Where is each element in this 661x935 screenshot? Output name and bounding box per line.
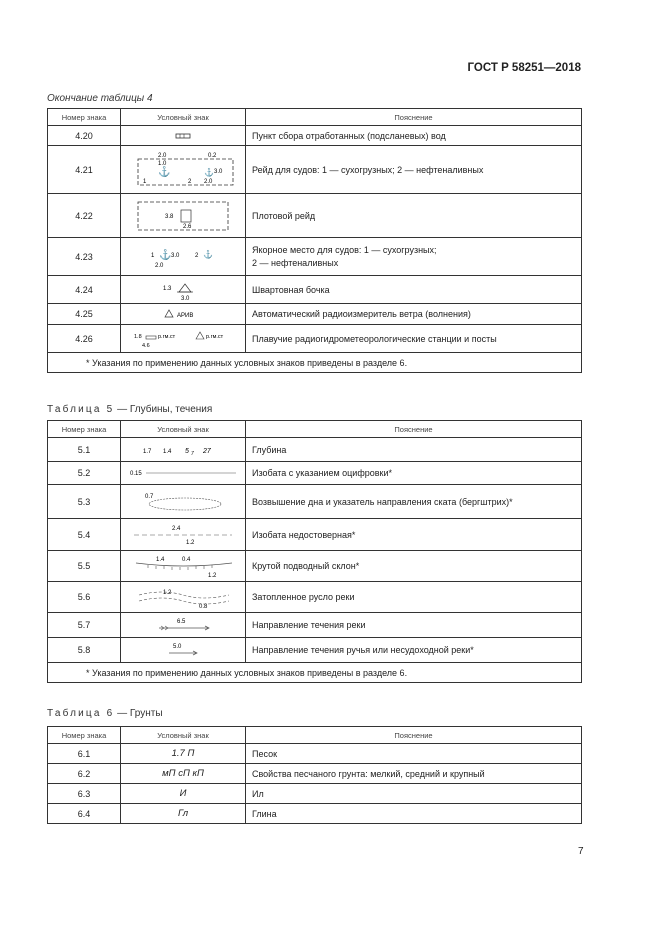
col-header-symbol: Условный знак	[121, 421, 246, 438]
svg-text:2: 2	[188, 178, 192, 185]
svg-text:1.4: 1.4	[156, 557, 165, 563]
svg-text:⚓: ⚓	[204, 167, 214, 177]
svg-text:0.8: 0.8	[199, 604, 208, 609]
svg-text:2.4: 2.4	[172, 525, 181, 532]
row-explanation: Затопленное русло реки	[246, 582, 582, 613]
symbol-cell	[121, 462, 246, 485]
svg-text:1.0: 1.0	[158, 160, 167, 167]
table6-caption	[47, 708, 163, 719]
svg-text:5: 5	[185, 447, 189, 455]
col-header-explanation: Пояснение	[246, 109, 582, 126]
explanation-line: Якорное место для судов: 1 — сухогрузных;	[252, 245, 437, 255]
soil-symbol: мП сП кП	[121, 764, 246, 784]
row-explanation: Песок	[246, 744, 582, 764]
row-explanation: Свойства песчаного грунта: мелкий, средний и крупный	[246, 764, 582, 784]
row-number: 5.7	[48, 613, 121, 638]
symbol-cell	[121, 304, 246, 325]
symbol-cell	[121, 126, 246, 146]
wastewater-symbol	[173, 132, 193, 140]
table-row	[48, 276, 582, 304]
bottom-rise-symbol	[133, 490, 233, 514]
row-number: 4.26	[48, 325, 121, 353]
svg-text:1.2: 1.2	[208, 573, 217, 579]
table-row	[48, 764, 582, 784]
row-explanation: Автоматический радиоизмеритель ветра (волнения)	[246, 304, 582, 325]
symbol-cell	[121, 325, 246, 353]
row-explanation: Плавучие радиогидрометеорологические станции и посты	[246, 325, 582, 353]
explanation-line: 2 — нефтеналивных	[252, 258, 339, 268]
symbol-cell	[121, 582, 246, 613]
flooded-channel-symbol	[133, 585, 233, 609]
svg-text:0.4: 0.4	[182, 557, 191, 563]
steep-slope-symbol	[128, 553, 238, 579]
table-footnote: * Указания по применению данных условных знаков приведены в разделе 6.	[48, 663, 582, 683]
svg-text:⚓: ⚓	[159, 249, 172, 261]
col-header-symbol: Условный знак	[121, 109, 246, 126]
svg-text:0.15: 0.15	[130, 471, 142, 477]
river-current-symbol	[143, 616, 223, 634]
svg-text:р.гм.ст: р.гм.ст	[206, 333, 224, 340]
caption-label: Таблица 5	[47, 404, 115, 415]
row-explanation: Изобата недостоверная*	[246, 519, 582, 551]
row-number: 6.2	[48, 764, 121, 784]
document-header: ГОСТ Р 58251—2018	[467, 62, 581, 74]
svg-text:3.8: 3.8	[165, 213, 174, 220]
svg-text:1: 1	[143, 178, 147, 185]
table-row	[48, 804, 582, 824]
svg-text:1: 1	[151, 252, 155, 259]
svg-text:27: 27	[203, 447, 211, 455]
svg-text:1.4: 1.4	[163, 448, 172, 455]
svg-text:1.3: 1.3	[163, 285, 172, 292]
svg-text:3.0: 3.0	[214, 168, 223, 175]
col-header-number: Номер знака	[48, 727, 121, 744]
svg-text:6.5: 6.5	[177, 619, 186, 625]
svg-text:7: 7	[191, 450, 194, 456]
symbol-cell	[121, 438, 246, 462]
table-row	[48, 194, 582, 238]
row-number: 4.21	[48, 146, 121, 194]
row-number: 4.22	[48, 194, 121, 238]
table-row	[48, 551, 582, 582]
svg-text:1.2: 1.2	[186, 539, 195, 546]
col-header-explanation: Пояснение	[246, 727, 582, 744]
symbol-cell	[121, 613, 246, 638]
roadstead-symbol	[128, 149, 238, 191]
symbol-cell	[121, 485, 246, 519]
row-number: 6.3	[48, 784, 121, 804]
table-row	[48, 582, 582, 613]
row-number: 5.5	[48, 551, 121, 582]
soil-symbol: Гл	[121, 804, 246, 824]
table-row	[48, 744, 582, 764]
svg-text:1.8: 1.8	[134, 333, 142, 340]
row-explanation: Глубина	[246, 438, 582, 462]
soil-symbol: И	[121, 784, 246, 804]
table-row	[48, 126, 582, 146]
table-row	[48, 519, 582, 551]
row-explanation	[246, 238, 582, 276]
row-explanation: Ил	[246, 784, 582, 804]
col-header-number: Номер знака	[48, 109, 121, 126]
row-explanation: Возвышение дна и указатель направления ската (бергштрих)*	[246, 485, 582, 519]
table-note-row	[48, 663, 582, 683]
caption-title: — Глубины, течения	[117, 404, 213, 415]
table5-caption	[47, 404, 212, 415]
svg-text:3.0: 3.0	[181, 295, 190, 302]
row-explanation: Глина	[246, 804, 582, 824]
symbol-cell	[121, 638, 246, 663]
symbol-cell	[121, 276, 246, 304]
row-number: 5.4	[48, 519, 121, 551]
raft-roadstead-symbol	[133, 198, 233, 234]
svg-text:1.2: 1.2	[163, 590, 172, 596]
row-explanation: Рейд для судов: 1 — сухогрузных; 2 — нефтеналивных	[246, 146, 582, 194]
unreliable-isobath-symbol	[128, 523, 238, 547]
isobath-symbol	[128, 467, 238, 479]
symbol-cell	[121, 238, 246, 276]
wind-meter-symbol	[153, 307, 213, 321]
col-header-number: Номер знака	[48, 421, 121, 438]
table6	[47, 726, 582, 824]
table-row	[48, 238, 582, 276]
mooring-buoy-symbol	[153, 278, 213, 302]
row-explanation: Швартовная бочка	[246, 276, 582, 304]
row-number: 6.1	[48, 744, 121, 764]
table5	[47, 420, 582, 683]
table-note-row	[48, 353, 582, 373]
caption-label: Таблица 6	[47, 708, 115, 719]
row-number: 5.8	[48, 638, 121, 663]
row-explanation: Плотовой рейд	[246, 194, 582, 238]
table-row	[48, 784, 582, 804]
soil-symbol: 1.7 П	[121, 744, 246, 764]
stream-current-symbol	[143, 641, 223, 659]
table-row	[48, 438, 582, 462]
table-row	[48, 325, 582, 353]
row-explanation: Направление течения реки	[246, 613, 582, 638]
table-row	[48, 485, 582, 519]
symbol-cell	[121, 146, 246, 194]
row-explanation: Направление течения ручья или несудоходной реки*	[246, 638, 582, 663]
svg-text:0.7: 0.7	[145, 493, 154, 500]
svg-text:р.гм.ст: р.гм.ст	[158, 333, 176, 340]
table-row	[48, 462, 582, 485]
svg-text:0.2: 0.2	[208, 152, 217, 159]
row-number: 5.3	[48, 485, 121, 519]
table-row	[48, 613, 582, 638]
row-number: 5.6	[48, 582, 121, 613]
row-explanation: Изобата с указанием оцифровки*	[246, 462, 582, 485]
svg-text:АРИВ: АРИВ	[177, 313, 194, 319]
row-number: 5.2	[48, 462, 121, 485]
symbol-cell	[121, 551, 246, 582]
table-row	[48, 304, 582, 325]
table-row	[48, 146, 582, 194]
table4-caption: Окончание таблицы 4	[47, 93, 153, 104]
col-header-symbol: Условный знак	[121, 727, 246, 744]
symbol-cell	[121, 194, 246, 238]
svg-text:2.0: 2.0	[158, 152, 167, 159]
col-header-explanation: Пояснение	[246, 421, 582, 438]
svg-text:1.7: 1.7	[143, 448, 152, 455]
svg-text:4.6: 4.6	[142, 342, 150, 349]
svg-text:5.0: 5.0	[173, 644, 182, 650]
svg-text:2.0: 2.0	[204, 178, 213, 185]
anchorage-symbol	[143, 243, 223, 271]
svg-text:⚓: ⚓	[158, 166, 171, 178]
caption-title: — Грунты	[117, 708, 163, 719]
table-footnote: * Указания по применению данных условных знаков приведены в разделе 6.	[48, 353, 582, 373]
table-row	[48, 638, 582, 663]
svg-text:2.6: 2.6	[183, 223, 192, 230]
depth-symbol	[133, 444, 233, 456]
row-number: 5.1	[48, 438, 121, 462]
row-explanation: Крутой подводный склон*	[246, 551, 582, 582]
svg-text:2.0: 2.0	[155, 262, 164, 269]
svg-text:2: 2	[195, 252, 199, 259]
page-number: 7	[578, 846, 584, 857]
row-number: 4.23	[48, 238, 121, 276]
row-number: 4.20	[48, 126, 121, 146]
row-number: 4.24	[48, 276, 121, 304]
svg-text:⚓: ⚓	[203, 249, 213, 259]
svg-text:3.0: 3.0	[171, 252, 180, 259]
symbol-cell	[121, 519, 246, 551]
floating-station-symbol	[128, 327, 238, 351]
row-number: 4.25	[48, 304, 121, 325]
table4	[47, 108, 582, 373]
row-number: 6.4	[48, 804, 121, 824]
row-explanation: Пункт сбора отработанных (подсланевых) вод	[246, 126, 582, 146]
